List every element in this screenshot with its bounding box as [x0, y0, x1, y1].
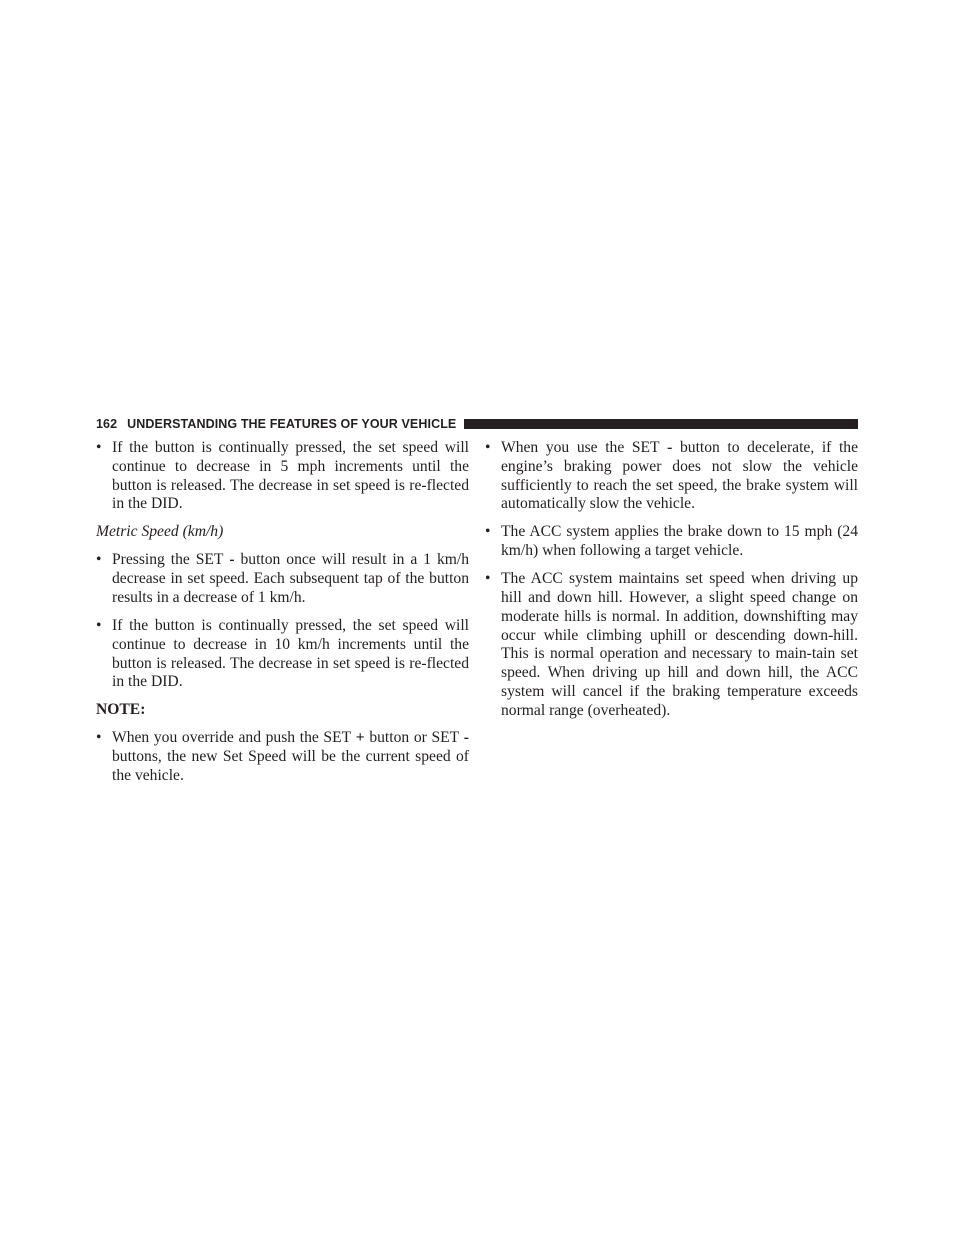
page-number: 162: [96, 417, 118, 431]
subheading-metric-speed: Metric Speed (km/h): [96, 523, 224, 541]
list-item: [96, 439, 469, 514]
list-item: [96, 729, 469, 785]
bullet-glyph: •: [485, 570, 491, 588]
plus-symbol: +: [351, 729, 370, 747]
bullet-text-mid: button or SET: [369, 729, 460, 747]
header-rule: [464, 419, 858, 429]
bullet-glyph: •: [96, 551, 102, 569]
bullet-text: If the button is continually pressed, the set speed will continue to decrease in 5 mph increments until the button is released. The decrease in set speed is re-flected in the DID.: [112, 439, 469, 513]
left-column: [96, 439, 469, 795]
bullet-text-pre: When you use the SET: [501, 439, 660, 456]
list-item: [96, 617, 469, 692]
minus-symbol: -: [459, 729, 470, 747]
bullet-glyph: •: [485, 439, 491, 456]
list-item: [96, 551, 469, 607]
bullet-text-post: button to decelerate, if the engine’s braking power does not slow the vehicle sufficiently to reach the set speed, the brake system will automatically slow the vehicle.: [501, 439, 858, 513]
bullet-glyph: •: [96, 616, 102, 634]
list-item: [485, 439, 858, 514]
minus-symbol: -: [223, 551, 241, 569]
bullet-text-pre: Pressing the SET: [112, 551, 224, 569]
section-title: UNDERSTANDING THE FEATURES OF YOUR VEHICLE: [127, 417, 457, 431]
page-header: [96, 416, 858, 432]
right-column: [485, 439, 858, 730]
minus-symbol: -: [659, 439, 680, 456]
bullet-text: The ACC system applies the brake down to 15 mph (24 km/h) when following a target vehicle.: [501, 523, 858, 560]
note-label: NOTE:: [96, 701, 146, 719]
bullet-glyph: •: [96, 439, 102, 456]
bullet-glyph: •: [96, 729, 102, 747]
bullet-text-post: buttons, the new Set Speed will be the current speed of the vehicle.: [112, 748, 469, 784]
bullet-text: The ACC system maintains set speed when driving up hill and down hill. However, a slight speed change on moderate hills is normal. In addition, downshifting may occur while climbing uphill or descending down-hill. This is normal operation and necessary to main-tain set speed. When driving up hill and down hill, the ACC system will cancel if the braking temperature exceeds normal range (overheated).: [501, 570, 858, 719]
bullet-text: If the button is continually pressed, the set speed will continue to decrease in 10 km/h increments until the button is released. The decrease in set speed is re-flected in the DID.: [112, 616, 469, 691]
bullet-text-pre: When you override and push the SET: [112, 729, 352, 747]
bullet-text-post: button once will result in a 1 km/h decrease in set speed. Each subsequent tap of the button results in a decrease of 1 km/h.: [112, 551, 470, 606]
bullet-glyph: •: [485, 523, 491, 541]
list-item: [485, 523, 858, 561]
list-item: [485, 570, 858, 720]
